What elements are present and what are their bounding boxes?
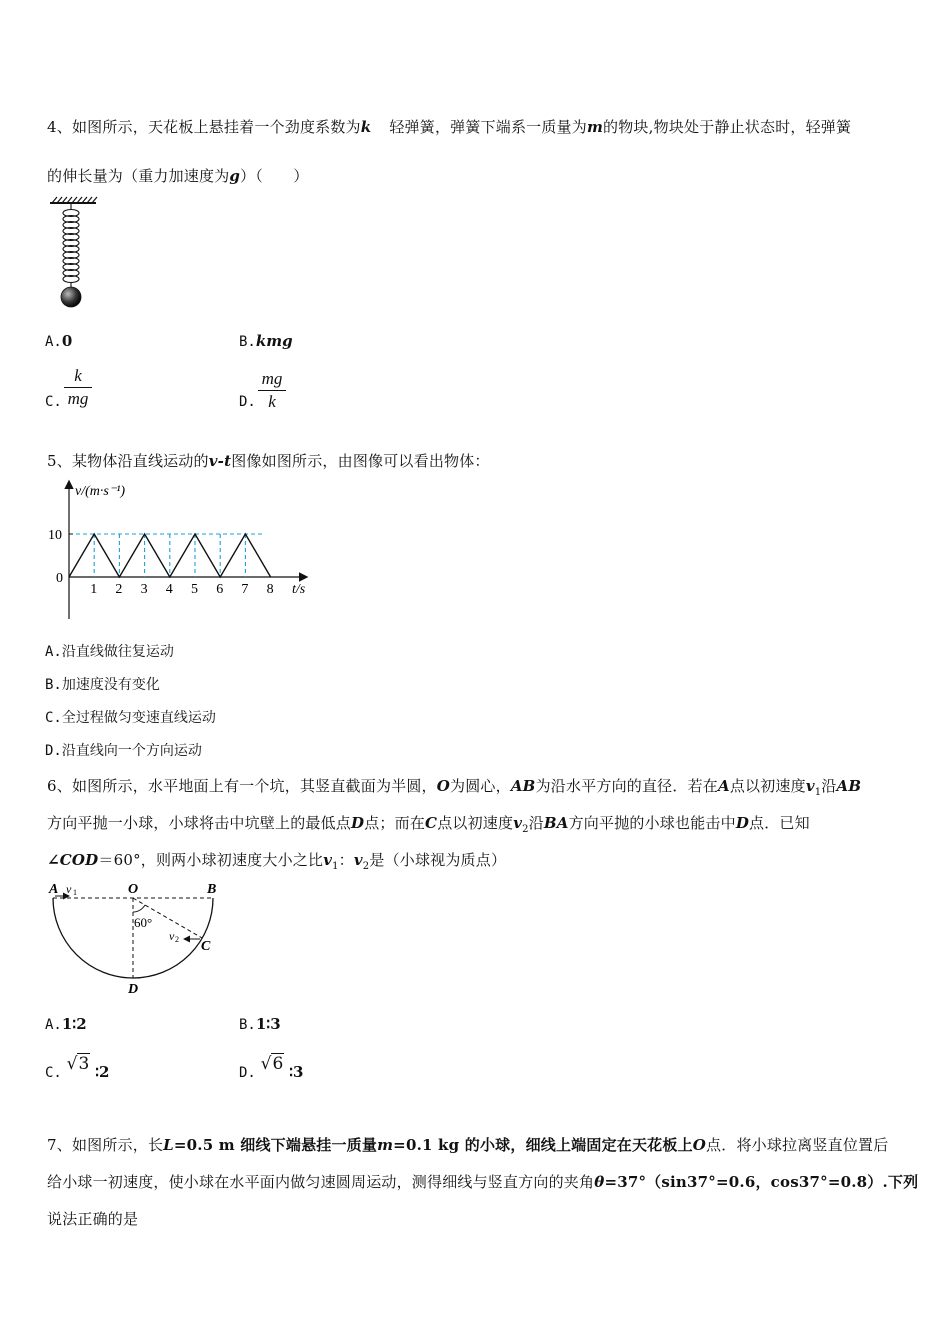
q5-option-c[interactable]: C.全过程做匀变速直线运动 [45, 710, 216, 726]
q5-option-a[interactable]: A.沿直线做往复运动 [45, 644, 174, 660]
y-tick-label-10: 10 [48, 528, 62, 543]
x-tick-label-2: 2 [115, 582, 123, 597]
semicircle-pit-figure [42, 876, 232, 998]
q7-stem-line2: 给小球一初速度，使小球在水平面内做匀速圆周运动，测得细线与竖直方向的夹角θ=37°（sin37°=0.6，cos37°=0.8）.下列 [47, 1173, 919, 1191]
q4-option-d[interactable]: D. [239, 394, 256, 410]
q5-stem: 5、某物体沿直线运动的v-t图像如图所示，由图像可以看出物体： [47, 452, 490, 470]
q6-option-b[interactable]: B.1∶3 [239, 1015, 281, 1033]
q5-option-b[interactable]: B.加速度没有变化 [45, 677, 160, 693]
label-d: D [128, 982, 139, 997]
q6-option-a[interactable]: A.1∶2 [45, 1015, 87, 1033]
x-tick-label-4: 4 [165, 582, 173, 597]
fraction-bar [258, 390, 286, 391]
y-axis-label: v/(m·s⁻¹) [75, 484, 126, 499]
vt-chart [40, 476, 320, 624]
q6-stem-line3: ∠COD＝60°，则两小球初速度大小之比$v_1$：$v_2$是（小球视为质点） [47, 851, 507, 872]
q7-stem-line1: 7、如图所示，长L=0.5 m 细线下端悬挂一质量m=0.1 kg 的小球，细线上端固定在天花板上O点．将小球拉离竖直位置后 [47, 1136, 889, 1154]
q4-stem-line1: 4、如图所示，天花板上悬挂着一个劲度系数为k 轻弹簧，弹簧下端系一质量为m的物块,物块处于静止状态时，轻弹簧 [47, 118, 852, 136]
q5-option-d[interactable]: D.沿直线向一个方向运动 [45, 743, 202, 759]
q6-option-c[interactable]: C. √3 ∶2 [45, 1054, 110, 1081]
x-tick-label-1: 1 [90, 582, 98, 597]
angle-arc [133, 905, 145, 912]
q6-stem-line1: 6、如图所示，水平地面上有一个坑，其竖直截面为半圆，O为圆心，AB为沿水平方向的直径．若在A点以初速度$v_1$沿AB [47, 777, 862, 798]
x-tick-label-7: 7 [241, 582, 249, 597]
hanging-ball [61, 287, 81, 307]
q6-option-d[interactable]: D. √6 ∶3 [239, 1054, 304, 1081]
spring-coils [63, 203, 79, 288]
q4-option-d-fraction: mg k [258, 369, 286, 412]
q7-stem-line3: 说法正确的是 [47, 1210, 139, 1228]
fraction-bar [64, 387, 92, 388]
label-o: O [128, 882, 139, 897]
x-tick-label-8: 8 [266, 582, 274, 597]
sqrt-6: √6 [260, 1054, 284, 1074]
q6-stem-line2: 方向平抛一小球，小球将击中坑壁上的最低点D点；而在C点以初速度$v_2$沿BA方向平抛的小球也能击中D点．已知 [47, 814, 810, 835]
label-v1-sub: 1 [73, 888, 77, 897]
label-v2: v [169, 929, 175, 943]
q4-var-k: k [360, 118, 372, 136]
spring-figure [44, 196, 104, 311]
sqrt-3: √3 [66, 1054, 90, 1074]
x-axis-label: t/s [292, 582, 306, 597]
q4-stem-line2: 的伸长量为（重力加速度为g）（ ） [47, 167, 309, 185]
q4-option-c-fraction: k mg [64, 366, 92, 409]
semicircle-arc [53, 898, 213, 978]
q4-option-b[interactable]: B.kmg [239, 332, 293, 350]
x-tick-label-3: 3 [140, 582, 148, 597]
label-c: C [201, 939, 211, 954]
label-a: A [49, 882, 59, 897]
q4-option-c[interactable]: C. [45, 394, 62, 410]
q4-option-a[interactable]: A.0 [45, 332, 73, 350]
label-v2-sub: 2 [175, 935, 179, 944]
label-b: B [207, 882, 217, 897]
label-angle: 60° [134, 915, 153, 930]
x-tick-label-5: 5 [191, 582, 198, 597]
label-v1: v [66, 882, 72, 896]
x-tick-label-6: 6 [216, 582, 224, 597]
y-tick-label-0: 0 [56, 571, 63, 586]
